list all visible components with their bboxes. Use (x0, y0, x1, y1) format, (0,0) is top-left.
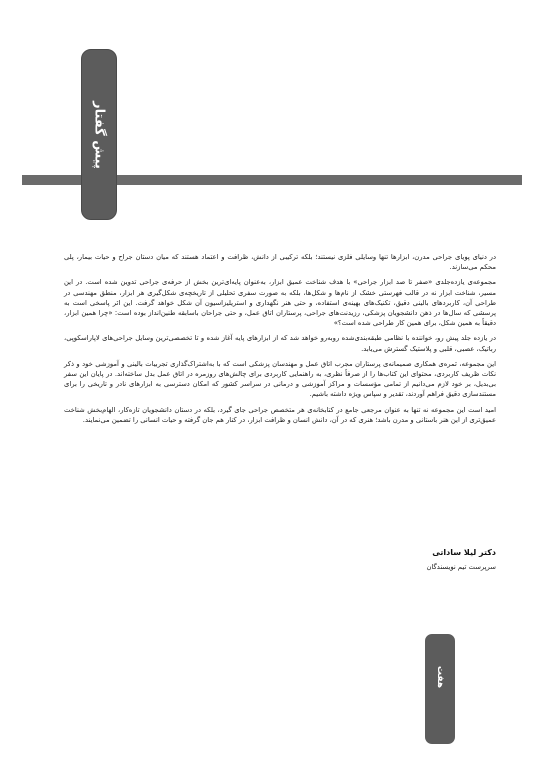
author-role: سرپرست تیم نویسندگان (426, 563, 496, 571)
paragraph-5: امید است این مجموعه نه تنها به عنوان مرجعی جامع در کتابخانه‌ی هر متخصص جراحی جای گیرد، بلکه در دستان دانشجویان تازه‌کار، الهام‌بخش شناخت عمیق‌تری از این هنر باستانی و مدرن باشد؛ هنری که در آن، دانش انسان و ظرافت ابزار، در کنار هم جان گرفته و حیات انسانی را تضمین می‌نمایند. (64, 405, 496, 424)
paragraph-3: در یازده جلد پیش رو، خواننده با نظامی طبقه‌بندی‌شده روبه‌رو خواهد شد که از ابزارهای پایه آغاز شده و تا تخصصی‌ترین وسایل جراحی‌های لاپاراسکوپی، رباتیک، عصبی، قلبی و پلاستیک گسترش می‌یابد. (64, 334, 496, 353)
paragraph-2: مجموعه‌ی یازده‌جلدی «صفر تا صد ابزار جراحی» با هدف شناخت عمیق ابزار، به‌عنوان پایه‌ای‌ترین بخش از حرفه‌ی جراحی تدوین شده است. در این مسیر، شناخت ابزار نه در قالب فهرستی خشک از نام‌ها و شکل‌ها، بلکه به صورت سفری تحلیلی از تاریخچه‌ی شکل‌گیری هر ابزار، منطق مهندسی در طراحی آن، کاربردهای بالینی دقیق، تکنیک‌های بهینه‌ی استفاده، و حتی هنر نگهداری و استریلیزاسیون آن شکل خواهد گرفت. این اثر پاسخی است به پرسشی که سال‌ها در ذهن دانشجویان پزشکی، رزیدنت‌های جراحی، پرستاران اتاق عمل، و حتی جراحان باسابقه طنین‌انداز بوده است: «چرا همین ابزار، دقیقاً به همین شکل، برای همین کار طراحی شده است؟» (64, 278, 496, 328)
paragraph-4: این مجموعه، ثمره‌ی همکاری صمیمانه‌ی پرستاران مجرب اتاق عمل و مهندسان پزشکی است که با به‌اشتراک‌گذاری تجربیات بالینی و آموزشی خود و ذکر نکات ظریف کاربردی، محتوای این کتاب‌ها را از صرفاً نظری، به راهنمایی کاربردی برای چالش‌های روزمره در اتاق عمل بدل ساخته‌اند. در پایان این سفر بی‌بدیل، بر خود لازم می‌دانیم از تمامی مؤسسات و مراکز آموزشی و درمانی در سراسر کشور که امکان دسترسی به ابزارهای نادر و تاریخی را برای مستندسازی دقیق فراهم آوردند، تقدیر و سپاس ویژه داشته باشیم. (64, 359, 496, 399)
page-number-tab (425, 634, 455, 744)
signature-block (426, 548, 496, 571)
chapter-title: پیش گفتار (91, 100, 107, 169)
author-name: دکتر لیلا ساداتی (432, 548, 496, 557)
chapter-tab (81, 49, 117, 220)
preface-body (64, 252, 496, 430)
paragraph-1: در دنیای پویای جراحی مدرن، ابزارها تنها وسایلی فلزی نیستند؛ بلکه ترکیبی از دانش، ظرافت و اعتماد هستند که میان دستان جراح و حیات بیمار، پلی محکم می‌سازند. (64, 253, 496, 272)
page-number: هفت (435, 665, 445, 689)
